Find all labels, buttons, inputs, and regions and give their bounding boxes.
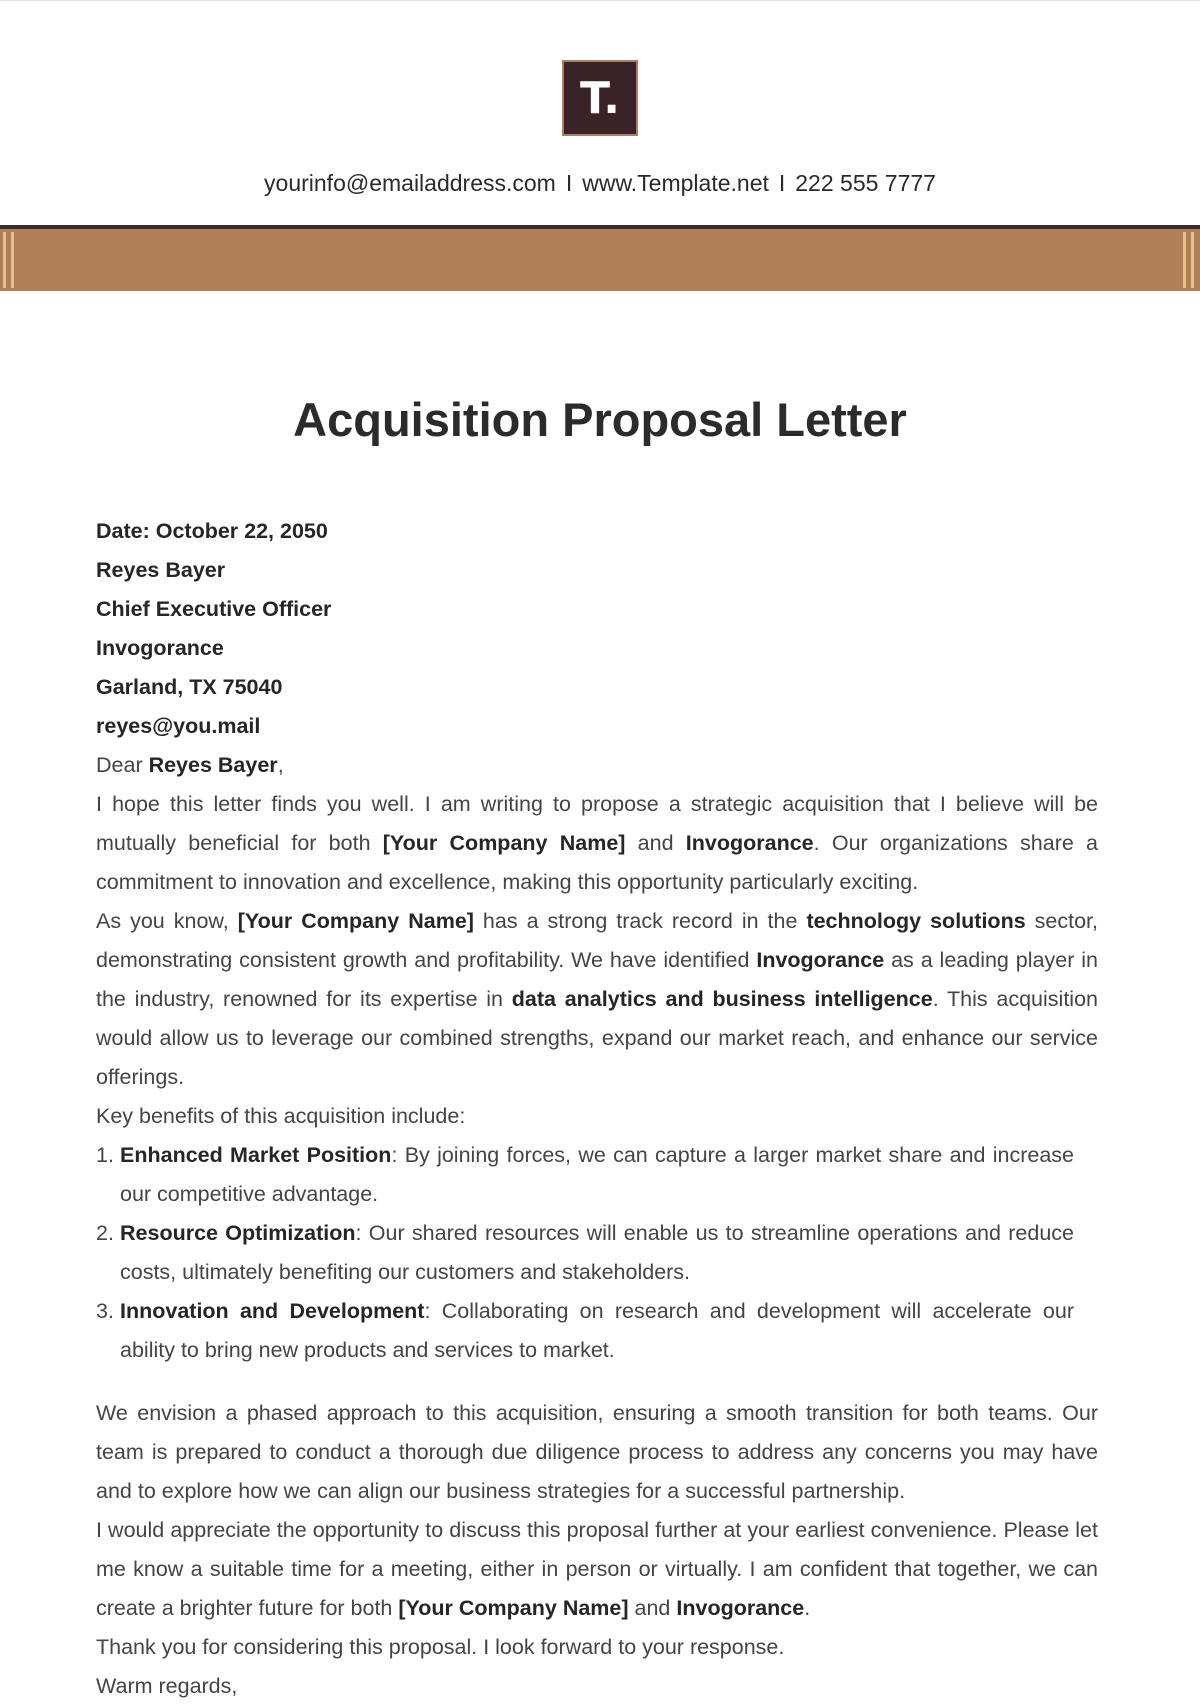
list-item: 1. Enhanced Market Position: By joining forces, we can capture a larger market share and increase our competitive advantage. xyxy=(96,1143,1074,1206)
list-item: 3. Innovation and Development: Collaborating on research and development will accelerate our ability to bring new products and services to market. xyxy=(96,1299,1074,1362)
meeting-paragraph: I would appreciate the opportunity to discuss this proposal further at your earliest convenience. Please let me know a suitable time for a meeting, either in person or virtually. I am confident that together, we can create a brighter future for both [Your Company Name] and Invogorance. xyxy=(96,1518,1098,1620)
contact-line xyxy=(0,170,1200,197)
recipient-address: Garland, TX 75040 xyxy=(96,675,283,699)
band-stripe-right xyxy=(1183,232,1186,288)
spacer xyxy=(96,1370,1098,1394)
contact-separator: I xyxy=(778,170,786,196)
top-border xyxy=(0,0,1200,1)
logo-text: T. xyxy=(579,72,621,124)
recipient-name: Reyes Bayer xyxy=(96,558,226,582)
salutation: Dear Reyes Bayer, xyxy=(96,753,284,777)
header-band xyxy=(0,229,1200,291)
recipient-date: Date: October 22, 2050 xyxy=(96,519,328,543)
page-title: Acquisition Proposal Letter xyxy=(293,393,907,446)
list-item: 2. Resource Optimization: Our shared resources will enable us to streamline operations and reduce costs, ultimately benefiting our customers and stakeholders. xyxy=(96,1221,1074,1284)
letter-body xyxy=(96,512,1098,1706)
context-paragraph: As you know, [Your Company Name] has a strong track record in the technology solutions sector, demonstrating consistent growth and profitability. We have identified Invogorance as a leading player in the industry, renowned for its expertise in data analytics and business intelligence. This acquisition would allow us to leverage our combined strengths, expand our market reach, and enhance our service offerings. xyxy=(96,909,1098,1089)
band-stripe-left xyxy=(11,232,14,288)
contact-email: yourinfo@emailaddress.com xyxy=(264,170,556,196)
company-logo xyxy=(562,60,638,136)
thanks-paragraph: Thank you for considering this proposal. I look forward to your response. xyxy=(96,1635,785,1659)
closing: Warm regards, xyxy=(96,1674,238,1698)
intro-paragraph: I hope this letter finds you well. I am writing to propose a strategic acquisition that I believe will be mutually beneficial for both [Your Company Name] and Invogorance. Our organizations share a commitment to innovation and excellence, making this opportunity particularly exciting. xyxy=(96,792,1098,894)
recipient-company: Invogorance xyxy=(96,636,224,660)
approach-paragraph: We envision a phased approach to this acquisition, ensuring a smooth transition for both teams. Our team is prepared to conduct a thorough due diligence process to address any concerns you may have and to explore how we can align our business strategies for a successful partnership. xyxy=(96,1401,1098,1503)
band-stripe-left xyxy=(3,232,6,288)
benefits-list xyxy=(96,1136,1074,1370)
recipient-email: reyes@you.mail xyxy=(96,714,261,738)
contact-separator: I xyxy=(565,170,573,196)
contact-phone: 222 555 7777 xyxy=(795,170,936,196)
band-stripe-right xyxy=(1191,232,1194,288)
benefits-intro: Key benefits of this acquisition include: xyxy=(96,1104,466,1128)
contact-website: www.Template.net xyxy=(582,170,769,196)
recipient-position: Chief Executive Officer xyxy=(96,597,332,621)
